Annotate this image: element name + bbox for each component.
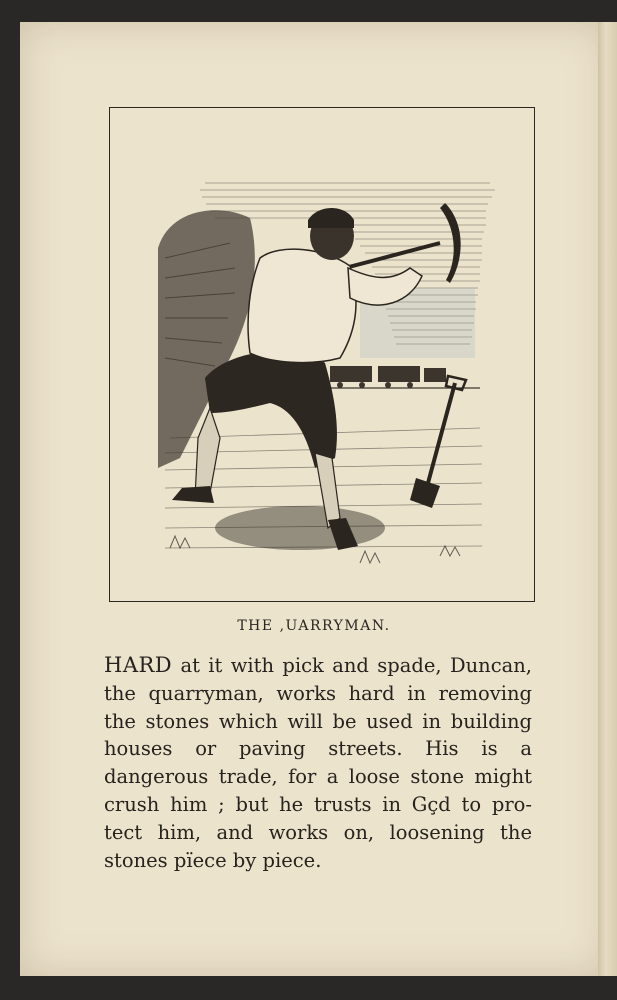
text-line: the stones which will be used in building (104, 709, 532, 733)
text-line: tect him, and works on, loosening the (104, 820, 532, 844)
quarryman-engraving (110, 108, 534, 601)
text-line: crush him ; but he trusts in Gçd to pro- (104, 792, 532, 816)
illustration-caption: THE ‚UARRYMAN. (237, 618, 391, 634)
text-line: houses or paving streets. His is a (104, 737, 532, 761)
body-paragraph (104, 652, 532, 874)
text-line: the quarryman, works hard in removing (104, 681, 532, 705)
text-line: dangerous trade, for a loose stone might (104, 765, 532, 789)
text-line: stones pïece by piece. (104, 848, 322, 872)
illustration-frame (109, 107, 535, 602)
text-line-fragment: at it with pick and spade, Duncan, (172, 654, 532, 677)
lead-word: HARD (104, 653, 173, 677)
adjacent-page-edge (598, 22, 617, 976)
text-line (104, 652, 532, 680)
book-page (20, 22, 608, 976)
